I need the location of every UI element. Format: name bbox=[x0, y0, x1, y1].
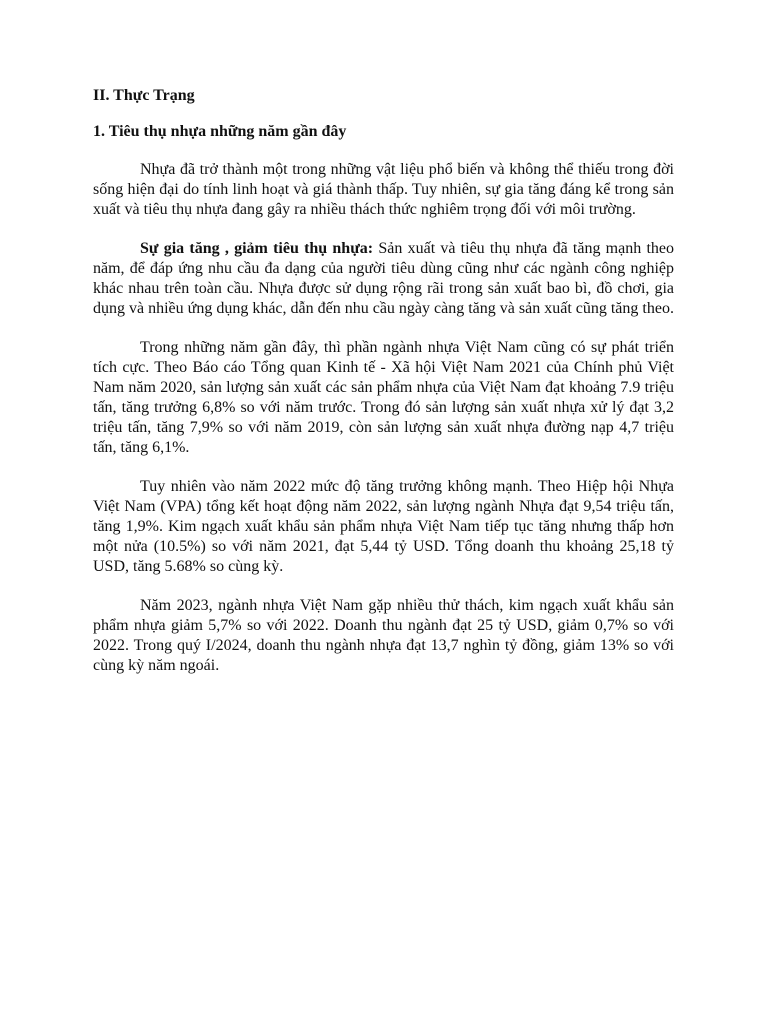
paragraph-3 bbox=[93, 338, 674, 458]
paragraph-2 bbox=[93, 239, 674, 319]
section-title: II. Thực Trạng bbox=[93, 87, 195, 104]
paragraph-5 bbox=[93, 596, 674, 676]
document-page bbox=[93, 86, 674, 695]
subsection-title: 1. Tiêu thụ nhựa những năm gần đây bbox=[93, 123, 347, 140]
paragraph-2-text: Sản xuất và tiêu thụ nhựa đã tăng mạnh theo năm, để đáp ứng nhu cầu đa dạng của người tiêu dùng cũng như các ngành công nghiệp khác nhau trên toàn cầu. Nhựa được sử dụng rộng rãi trong sản xuất bao bì, đồ chơi, gia dụng và nhiều ứng dụng khác, dẫn đến nhu cầu ngày càng tăng và sản xuất cũng tăng theo. bbox=[93, 240, 674, 317]
paragraph-4-text: Tuy nhiên vào năm 2022 mức độ tăng trưởng không mạnh. Theo Hiệp hội Nhựa Việt Nam (VPA) tổng kết hoạt động năm 2022, sản lượng ngành Nhựa đạt 9,54 triệu tấn, tăng 1,9%. Kim ngạch xuất khẩu sản phẩm nhựa Việt Nam tiếp tục tăng nhưng thấp hơn một nửa (10.5%) so với năm 2021, đạt 5,44 tỷ USD. Tổng doanh thu khoảng 25,18 tỷ USD, tăng 5.68% so cùng kỳ. bbox=[93, 478, 674, 575]
paragraph-1-text: Nhựa đã trở thành một trong những vật liệu phổ biến và không thể thiếu trong đời sống hiện đại do tính linh hoạt và giá thành thấp. Tuy nhiên, sự gia tăng đáng kể trong sản xuất và tiêu thụ nhựa đang gây ra nhiều thách thức nghiêm trọng đối với môi trường. bbox=[93, 161, 674, 218]
paragraph-4 bbox=[93, 477, 674, 577]
paragraph-3-text: Trong những năm gần đây, thì phần ngành nhựa Việt Nam cũng có sự phát triển tích cực. Theo Báo cáo Tổng quan Kinh tế - Xã hội Việt Nam 2021 của Chính phủ Việt Nam năm 2020, sản lượng sản xuất các sản phẩm nhựa của Việt Nam đạt khoảng 7.9 triệu tấn, tăng trưởng 6,8% so với năm trước. Trong đó sản lượng sản xuất nhựa xử lý đạt 3,2 triệu tấn, tăng 7,9% so với năm 2019, còn sản lượng sản xuất nhựa đường nạp 4,7 triệu tấn, tăng 6,1%. bbox=[93, 339, 674, 456]
paragraph-1 bbox=[93, 160, 674, 220]
paragraph-2-lead: Sự gia tăng , giảm tiêu thụ nhựa: bbox=[140, 240, 374, 257]
paragraph-5-text: Năm 2023, ngành nhựa Việt Nam gặp nhiều thử thách, kim ngạch xuất khẩu sản phẩm nhựa giảm 5,7% so với 2022. Doanh thu ngành đạt 25 tỷ USD, giảm 0,7% so với 2022. Trong quý I/2024, doanh thu ngành nhựa đạt 13,7 nghìn tỷ đồng, giảm 13% so với cùng kỳ năm ngoái. bbox=[93, 597, 674, 674]
